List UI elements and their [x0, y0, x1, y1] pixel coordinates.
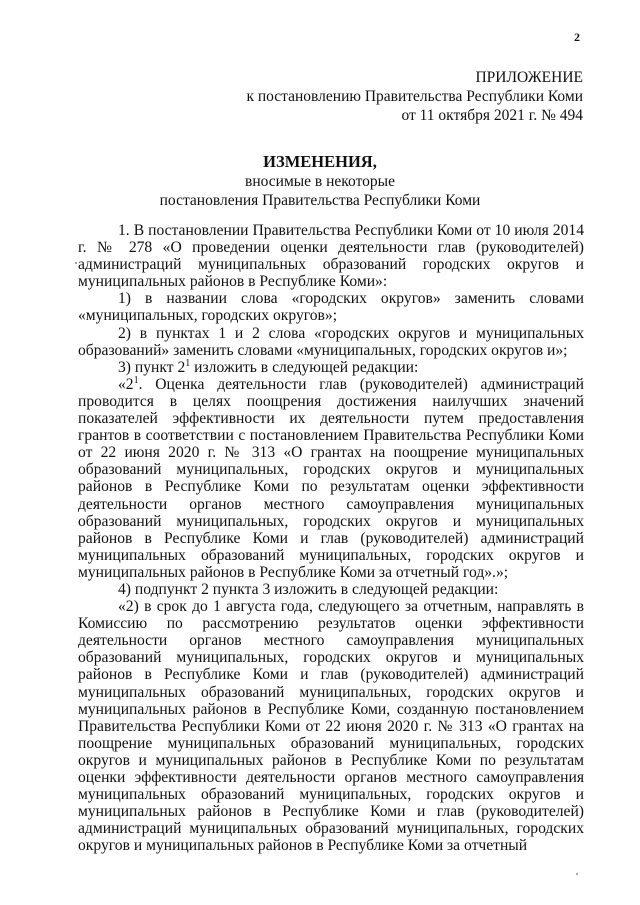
- paragraph-4-text-end: изложить в следующей редакции:: [190, 358, 419, 376]
- appendix-resolution: к постановлению Правительства Республики Коми: [246, 88, 583, 105]
- paragraph-5-text-end: . Оценка деятельности глав (руководителей) администраций проводится в целях поощрения достижения наилучших значений показателей эффективности их деятельности путем предоставления грантов в соответствии с постановлением Правительства Республики Коми от 22 июня 2020 г. № 313 «О грантах на поощрение муниципальных образований муниципальных, городских округов и муниципальных районов в Республике Коми по результатам оценки эффективности деятельности органов местного самоуправления муниципальных образований муниципальных, городских округов и муниципальных районов в Республике Коми и глав (руководителей) администраций муниципальных образований муниципальных, городских округов и муниципальных районов в Республике Коми за отчетный год».»;: [78, 375, 584, 581]
- paragraph-5-text: «2: [118, 375, 134, 393]
- page-number: 2: [574, 30, 580, 44]
- paragraph-1: 1. В постановлении Правительства Республики Коми от 10 июля 2014 г. № 278 «О проведении оценки деятельности глав (руководителей) администраций муниципальных образований городских округов и муниципальных районов в Республике Коми»:: [78, 222, 584, 291]
- paragraph-5-superscript: 1: [133, 374, 139, 386]
- appendix-date: от 11 октября 2021 г. № 494: [401, 107, 583, 124]
- paragraph-4: [78, 359, 584, 376]
- document-heading: [0, 152, 640, 210]
- paragraph-4-text: 3) пункт 2: [118, 358, 186, 376]
- paragraph-6: 4) подпункт 2 пункта 3 изложить в следующей редакции:: [118, 580, 499, 598]
- heading-subtitle-2: постановления Правительства Республики Коми: [159, 192, 481, 209]
- paragraph-2: 1) в названии слова «городских округов» заменить словами «муниципальных, городских округов»;: [78, 290, 584, 325]
- paragraph-5: [78, 376, 584, 581]
- scan-speck: [576, 873, 578, 875]
- heading-title: ИЗМЕНЕНИЯ,: [263, 152, 377, 171]
- appendix-header: [246, 68, 583, 125]
- heading-subtitle-1: вносимые в некоторые: [245, 173, 395, 190]
- paragraph-3: 2) в пунктах 1 и 2 слова «городских округов и муниципальных образований» заменить словами «муниципальных, городских округов и»;: [78, 324, 584, 359]
- scan-speck: [75, 262, 77, 264]
- paragraph-4-superscript: 1: [185, 357, 191, 369]
- document-body: [78, 222, 584, 854]
- appendix-label: ПРИЛОЖЕНИЕ: [475, 69, 583, 86]
- paragraph-7: «2) в срок до 1 августа года, следующего за отчетным, направлять в Комиссию по рассмотрению результатов оценки эффективности деятельности органов местного самоуправления муниципальных образований муниципальных, городских округов и муниципальных районов в Республике Коми и глав (руководителей) администраций муниципальных образований муниципальных, городских округов и муниципальных районов в Республике Коми, созданную постановлением Правительства Республики Коми от 22 июня 2020 г. № 313 «О грантах на поощрение муниципальных образований муниципальных, городских округов и муниципальных районов в Республике Коми по результатам оценки эффективности деятельности органов местного самоуправления муниципальных образований муниципальных, городских округов и муниципальных районов в Республике Коми и глав (руководителей) администраций муниципальных образований муниципальных, городских округов и муниципальных районов в Республике Коми за отчетный: [78, 598, 584, 855]
